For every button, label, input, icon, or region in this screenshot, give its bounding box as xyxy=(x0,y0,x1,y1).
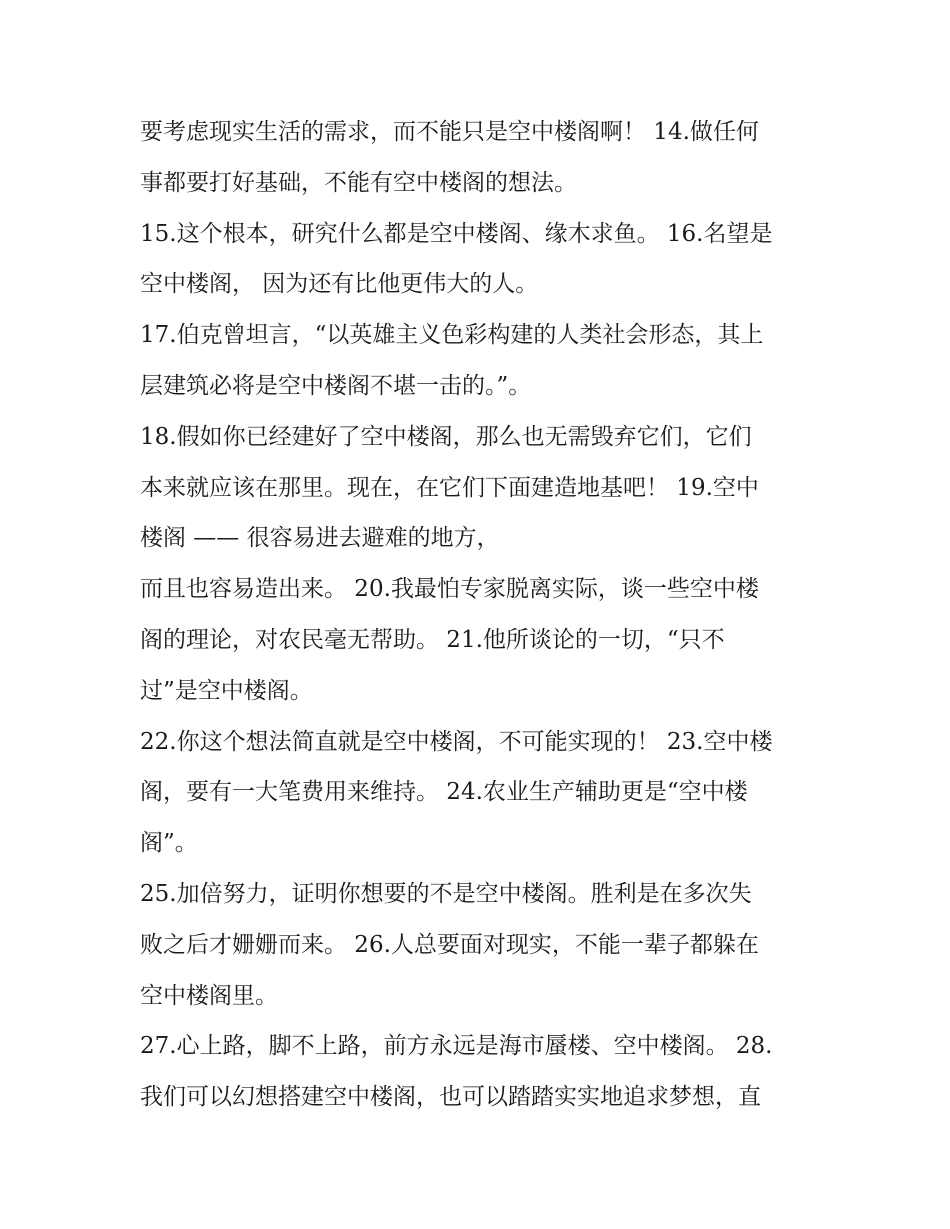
text-line: 阁的理论，对农民毫无帮助。 21.他所谈论的一切，“只不 xyxy=(140,626,725,653)
text-line: 本来就应该在那里。现在，在它们下面建造地基吧！ 19.空中 xyxy=(140,474,759,501)
text-line: 过”是空中楼阁。 xyxy=(140,677,313,704)
text-line: 空中楼阁里。 xyxy=(140,982,278,1009)
text-line: 空中楼阁， 因为还有比他更伟大的人。 xyxy=(140,271,539,298)
text-line: 层建筑必将是空中楼阁不堪一击的。”。 xyxy=(140,372,532,399)
text-line: 阁”。 xyxy=(140,830,198,857)
text-line: 22.你这个想法简直就是空中楼阁，不可能实现的！ 23.空中楼 xyxy=(140,728,773,755)
text-line: 17.伯克曾坦言，“以英雄主义色彩构建的人类社会形态，其上 xyxy=(140,322,764,349)
text-line: 败之后才姗姗而来。 26.人总要面对现实，不能一辈子都躲在 xyxy=(140,931,759,958)
text-line: 我们可以幻想搭建空中楼阁，也可以踏踏实实地追求梦想，直 xyxy=(140,1084,761,1111)
text-line: 而且也容易造出来。 20.我最怕专家脱离实际，谈一些空中楼 xyxy=(140,576,759,603)
document-body xyxy=(140,107,830,1123)
text-line: 25.加倍努力，证明你想要的不是空中楼阁。胜利是在多次失 xyxy=(140,880,752,907)
text-line: 18.假如你已经建好了空中楼阁，那么也无需毁弃它们，它们 xyxy=(140,423,752,450)
text-line: 15.这个根本，研究什么都是空中楼阁、缘木求鱼。 16.名望是 xyxy=(140,220,773,247)
text-line: 27.心上路，脚不上路，前方永远是海市蜃楼、空中楼阁。 28. xyxy=(140,1033,773,1060)
text-line: 楼阁 —— 很容易进去避难的地方， xyxy=(140,525,500,552)
text-line: 阁，要有一大笔费用来维持。 24.农业生产辅助更是“空中楼 xyxy=(140,779,748,806)
text-line: 事都要打好基础，不能有空中楼阁的想法。 xyxy=(140,169,577,196)
text-line: 要考虑现实生活的需求，而不能只是空中楼阁啊！ 14.做任何 xyxy=(140,119,759,145)
